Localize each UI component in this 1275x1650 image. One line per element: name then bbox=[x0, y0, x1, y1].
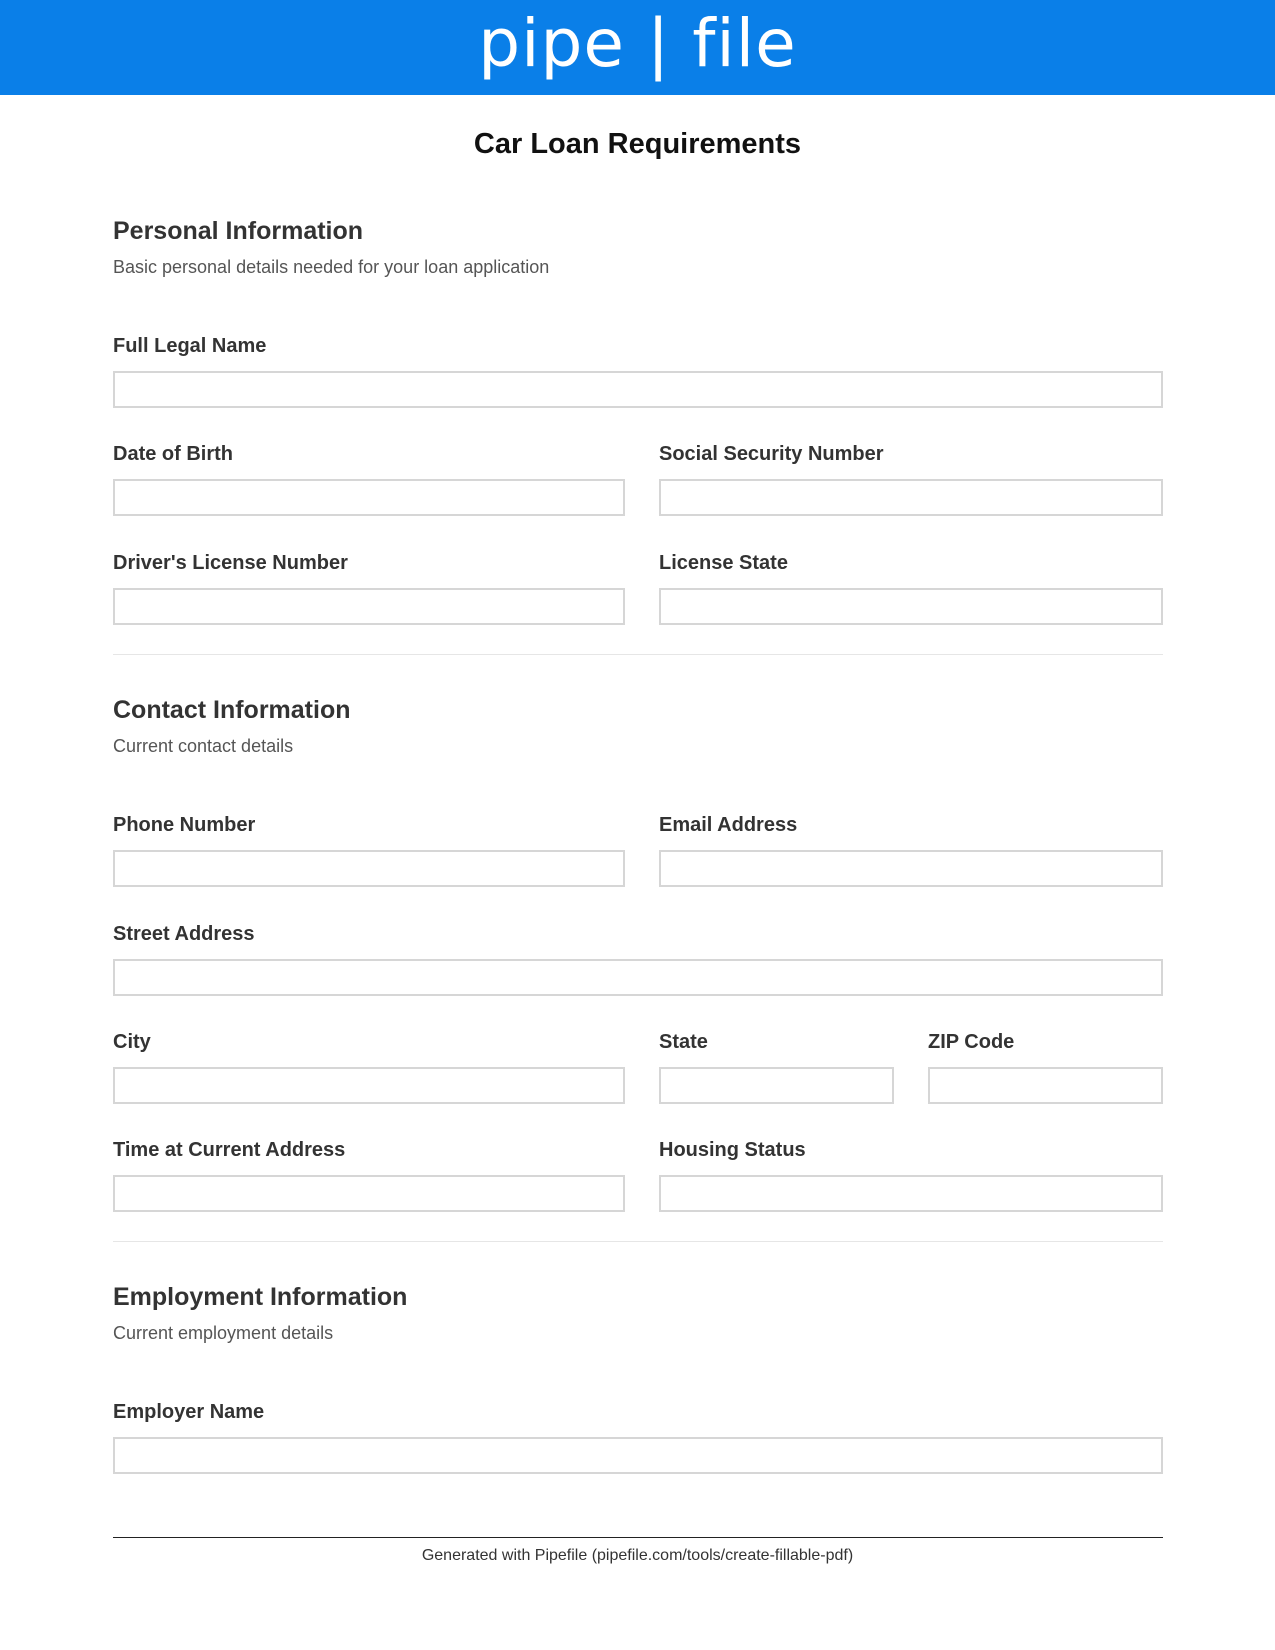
section-subtitle-employment: Current employment details bbox=[113, 1323, 334, 1343]
section-title-employment: Employment Information bbox=[113, 1283, 408, 1311]
section-subtitle-personal: Basic personal details needed for your loan application bbox=[113, 257, 550, 277]
header-bar bbox=[0, 0, 1275, 95]
label-time-at-address: Time at Current Address bbox=[113, 1139, 346, 1161]
label-date-of-birth: Date of Birth bbox=[113, 443, 233, 465]
section-divider bbox=[113, 1241, 1163, 1242]
section-title-personal: Personal Information bbox=[113, 217, 364, 245]
email-address-input[interactable] bbox=[659, 850, 1163, 887]
street-address-input[interactable] bbox=[113, 959, 1163, 996]
time-at-address-input[interactable] bbox=[113, 1175, 625, 1212]
state-input[interactable] bbox=[659, 1067, 894, 1104]
drivers-license-input[interactable] bbox=[113, 588, 625, 625]
label-phone-number: Phone Number bbox=[113, 814, 256, 836]
pipefile-logo: pipe | file bbox=[478, 4, 797, 82]
zip-code-input[interactable] bbox=[928, 1067, 1163, 1104]
label-city: City bbox=[113, 1031, 151, 1053]
section-title-contact: Contact Information bbox=[113, 696, 351, 724]
footer-divider bbox=[113, 1537, 1163, 1538]
label-email-address: Email Address bbox=[659, 814, 798, 836]
section-divider bbox=[113, 654, 1163, 655]
label-housing-status: Housing Status bbox=[659, 1139, 806, 1161]
date-of-birth-input[interactable] bbox=[113, 479, 625, 516]
city-input[interactable] bbox=[113, 1067, 625, 1104]
phone-number-input[interactable] bbox=[113, 850, 625, 887]
ssn-input[interactable] bbox=[659, 479, 1163, 516]
label-license-state: License State bbox=[659, 552, 788, 574]
label-employer-name: Employer Name bbox=[113, 1401, 265, 1423]
full-legal-name-input[interactable] bbox=[113, 371, 1163, 408]
footer-text: Generated with Pipefile (pipefile.com/tools/create-fillable-pdf) bbox=[421, 1547, 854, 1564]
section-subtitle-contact: Current contact details bbox=[113, 736, 294, 756]
label-full-legal-name: Full Legal Name bbox=[113, 335, 267, 357]
label-state: State bbox=[659, 1031, 708, 1053]
housing-status-input[interactable] bbox=[659, 1175, 1163, 1212]
license-state-input[interactable] bbox=[659, 588, 1163, 625]
label-street-address: Street Address bbox=[113, 923, 255, 945]
label-drivers-license: Driver's License Number bbox=[113, 552, 348, 574]
employer-name-input[interactable] bbox=[113, 1437, 1163, 1474]
label-ssn: Social Security Number bbox=[659, 443, 884, 465]
label-zip-code: ZIP Code bbox=[928, 1031, 1015, 1053]
document-title: Car Loan Requirements bbox=[473, 128, 802, 160]
